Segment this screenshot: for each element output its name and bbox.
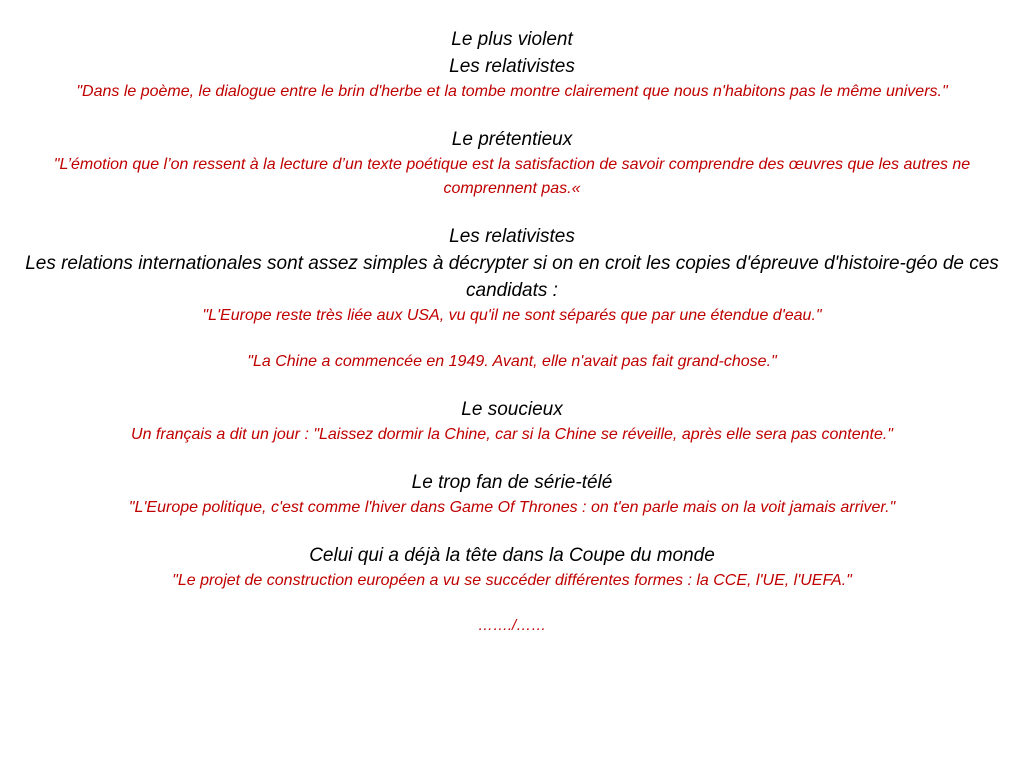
quote-text: Un français a dit un jour : "Laissez dormir la Chine, car si la Chine se réveille, après elle sera pas contente." [131, 426, 893, 443]
section-serie-tele [10, 469, 1014, 520]
section-title: Le soucieux [461, 399, 563, 420]
section-subtitle: Les relativistes [449, 56, 575, 77]
quote-text: "La Chine a commencée en 1949. Avant, elle n'avait pas fait grand-chose." [247, 353, 777, 370]
quote-text: "L'Europe reste très liée aux USA, vu qu'il ne sont séparés que par une étendue d'eau." [202, 307, 822, 324]
quote-text: "L’émotion que l’on ressent à la lecture d’un texte poétique est la satisfaction de savoir comprendre des œuvres que les autres ne comprennent pas.« [53, 156, 971, 197]
section-title: Le trop fan de série-télé [411, 472, 613, 493]
section-title: Le plus violent [451, 29, 573, 50]
section-title: Celui qui a déjà la tête dans la Coupe du monde [309, 545, 715, 566]
section-coupe-du-monde [10, 542, 1014, 593]
section-violent [10, 26, 1014, 104]
section-pretentieux [10, 126, 1014, 201]
quote-text: "Dans le poème, le dialogue entre le brin d'herbe et la tombe montre clairement que nous n'habitons pas le même univers." [76, 83, 948, 100]
quote-text: "L'Europe politique, c'est comme l'hiver dans Game Of Thrones : on t'en parle mais on la voit jamais arriver." [128, 499, 896, 516]
section-soucieux [10, 396, 1014, 447]
quote-text: "Le projet de construction européen a vu se succéder différentes formes : la CCE, l'UE, l'UEFA." [172, 572, 852, 589]
section-title: Le prétentieux [451, 129, 573, 150]
section-relativistes [10, 223, 1014, 374]
continuation-marker: ……./…… [477, 617, 547, 634]
section-intro: Les relations internationales sont assez simples à décrypter si on en croit les copies d'épreuve d'histoire-géo de ces candidats : [25, 253, 999, 301]
section-title: Les relativistes [449, 226, 575, 247]
